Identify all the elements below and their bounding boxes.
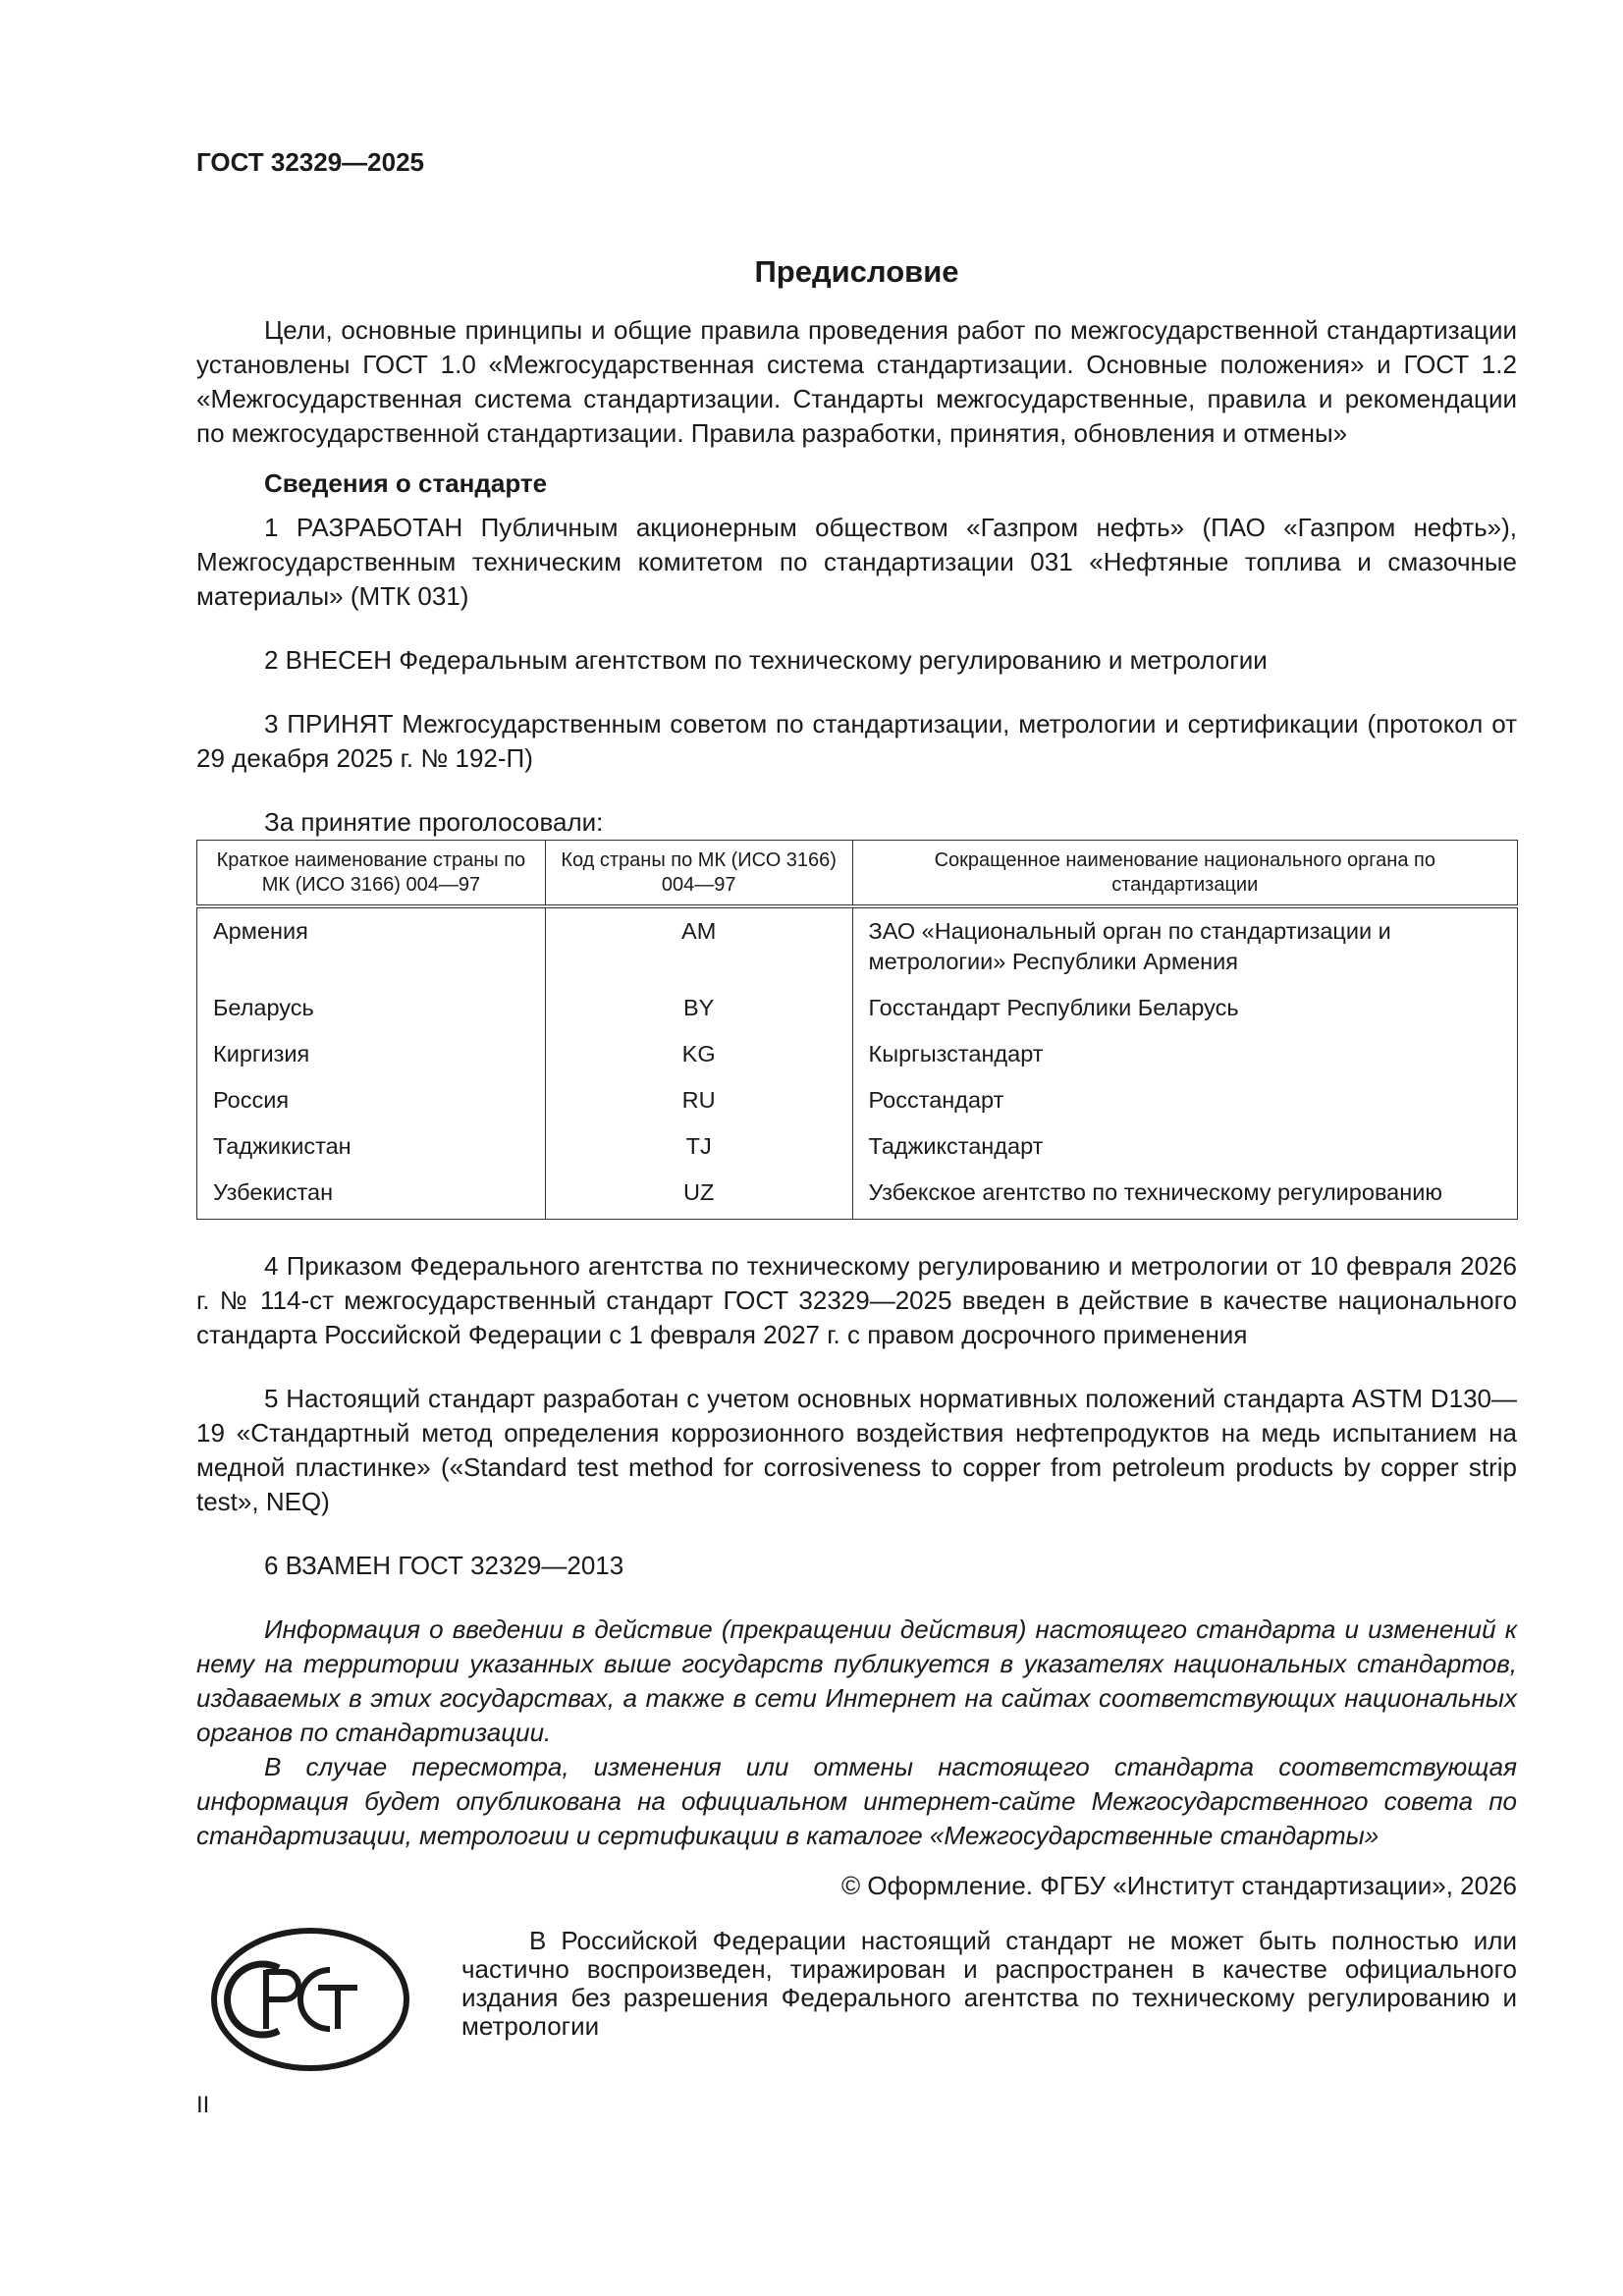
code-cell: KG bbox=[545, 1031, 852, 1077]
item-2-paragraph: 2 ВНЕСЕН Федеральным агентством по техническому регулированию и метрологии bbox=[264, 645, 1268, 675]
page-title: Предисловие bbox=[754, 254, 959, 289]
document-code-header: ГОСТ 32329—2025 bbox=[196, 147, 424, 177]
item-1-paragraph: 1 РАЗРАБОТАН Публичным акционерным обществом «Газпром нефть» (ПАО «Газпром нефть»), Межгосударственным техническим комитетом по стандартизации 031 «Нефтяные топлива и смазочные материалы» (МТК 031) bbox=[196, 513, 1517, 611]
table-row bbox=[197, 1077, 1518, 1123]
item-6-paragraph: 6 ВЗАМЕН ГОСТ 32329—2013 bbox=[264, 1551, 624, 1580]
table-row bbox=[197, 1123, 1518, 1170]
footer-block bbox=[196, 1927, 1517, 2074]
table-row bbox=[197, 1031, 1518, 1077]
header-country-name: Краткое наименование страны по МК (ИСО 3166) 004—97 bbox=[197, 841, 546, 907]
body-cell: ЗАО «Национальный орган по стандартизации и метрологии» Республики Армения bbox=[852, 906, 1517, 985]
info-block bbox=[196, 1613, 1517, 1853]
item-4-paragraph: 4 Приказом Федерального агентства по техническому регулированию и метрологии от 10 февраля 2026 г. № 114-ст межгосударственный стандарт ГОСТ 32329—2025 введен в действие в качестве национального стандарта Российской Федерации с 1 февраля 2027 г. с правом досрочного применения bbox=[196, 1251, 1517, 1349]
code-cell: UZ bbox=[545, 1170, 852, 1220]
vote-label: За принятие проголосовали: bbox=[264, 807, 604, 837]
table-row bbox=[197, 1170, 1518, 1220]
page-number: II bbox=[196, 2092, 210, 2118]
info-paragraph-1: Информация о введении в действие (прекращении действия) настоящего стандарта и изменений к нему на территории указанных выше государств публикуется в указателях национальных стандартов, издаваемых в этих государствах, а также в сети Интернет на сайтах соответствующих национальных органов по стандартизации. bbox=[196, 1614, 1517, 1747]
body-cell: Узбекское агентство по техническому регулированию bbox=[852, 1170, 1517, 1220]
section-title: Сведения о стандарте bbox=[264, 468, 548, 498]
document-page bbox=[196, 147, 1517, 2074]
table-row bbox=[197, 985, 1518, 1031]
country-cell: Беларусь bbox=[197, 985, 546, 1031]
code-cell: RU bbox=[545, 1077, 852, 1123]
intro-paragraph: Цели, основные принципы и общие правила проведения работ по межгосударственной стандартизации установлены ГОСТ 1.0 «Межгосударственная система стандартизации. Основные положения» и ГОСТ 1.2 «Межгосударственная система стандартизации. Стандарты межгосударственные, правила и рекомендации по межгосударственной стандартизации. Правила разработки, принятия, обновления и отмены» bbox=[196, 315, 1517, 448]
item-3-paragraph: 3 ПРИНЯТ Межгосударственным советом по стандартизации, метрологии и сертификации (протокол от 29 декабря 2025 г. № 192-П) bbox=[196, 709, 1517, 773]
country-cell: Таджикистан bbox=[197, 1123, 546, 1170]
header-country-code: Код страны по МК (ИСО 3166) 004—97 bbox=[545, 841, 852, 907]
country-cell: Киргизия bbox=[197, 1031, 546, 1077]
table-row bbox=[197, 906, 1518, 985]
voting-table bbox=[196, 840, 1518, 1220]
code-cell: AM bbox=[545, 906, 852, 985]
body-cell: Росстандарт bbox=[852, 1077, 1517, 1123]
code-cell: BY bbox=[545, 985, 852, 1031]
copyright-line: © Оформление. ФГБУ «Институт стандартизации», 2026 bbox=[841, 1871, 1517, 1900]
item-5-paragraph: 5 Настоящий стандарт разработан с учетом основных нормативных положений стандарта ASTM D130—19 «Стандартный метод определения коррозионного воздействия нефтепродуктов на медь испытанием на медной пластинке» («Standard test method for corrosiveness to copper from petroleum products by copper strip test», NEQ) bbox=[196, 1384, 1517, 1516]
reproduction-notice: В Российской Федерации настоящий стандарт не может быть полностью или частично воспроизведен, тиражирован и распространен в качестве официального издания без разрешения Федерального агентства по техническому регулированию и метрологии bbox=[461, 1926, 1517, 2041]
country-cell: Россия bbox=[197, 1077, 546, 1123]
body-cell: Госстандарт Республики Беларусь bbox=[852, 985, 1517, 1031]
table-header-row bbox=[197, 841, 1518, 907]
body-cell: Кыргызстандарт bbox=[852, 1031, 1517, 1077]
country-cell: Армения bbox=[197, 906, 546, 985]
code-cell: TJ bbox=[545, 1123, 852, 1170]
country-cell: Узбекистан bbox=[197, 1170, 546, 1220]
header-national-body: Сокращенное наименование национального органа по стандартизации bbox=[852, 841, 1517, 907]
body-cell: Таджикстандарт bbox=[852, 1123, 1517, 1170]
pct-certification-mark-icon bbox=[210, 1927, 411, 2072]
info-paragraph-2: В случае пересмотра, изменения или отмены настоящего стандарта соответствующая информация будет опубликована на официальном интернет-сайте Межгосударственного совета по стандартизации, метрологии и сертификации в каталоге «Межгосударственные стандарты» bbox=[196, 1752, 1517, 1850]
